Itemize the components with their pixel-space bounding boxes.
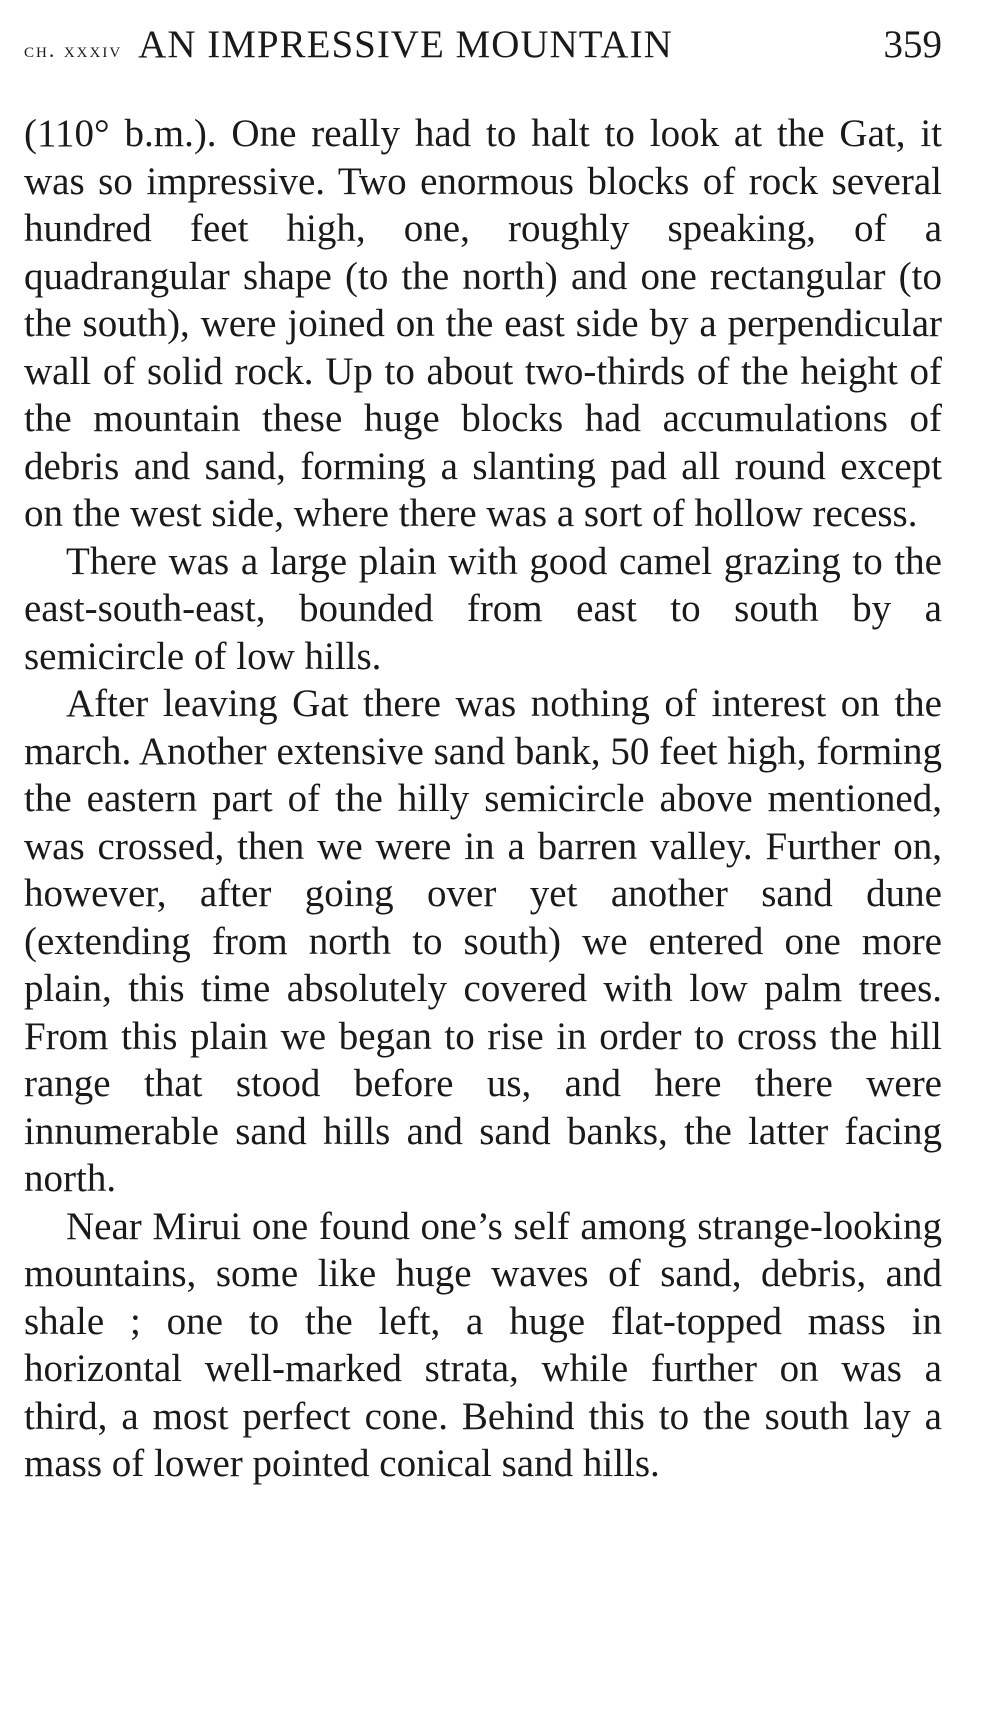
chapter-label: ch. xxxiv	[24, 37, 123, 62]
running-head	[24, 22, 942, 78]
paragraph-2: There was a large plain with good camel grazing to the east-south-east, bounded from east to south by a semicircle of low hills.	[24, 539, 942, 678]
page-number: 359	[883, 23, 942, 66]
running-title: AN IMPRESSIVE MOUNTAIN	[138, 23, 673, 66]
paragraph-4: Near Mirui one found one’s self among strange-looking mountains, some like huge waves of sand, debris, and shale ; one to the left, a huge flat-topped mass in horizontal well-marked strata, while further on was a third, a most perfect cone. Behind this to the south lay a mass of lower pointed conical sand hills.	[24, 1204, 942, 1485]
paragraph-3: After leaving Gat there was nothing of interest on the march. Another extensive sand bank, 50 feet high, forming the eastern part of the hilly semicircle above mentioned, was crossed, then we were in a barren valley. Further on, however, after going over yet another sand dune (extending from north to south) we entered one more plain, this time absolutely covered with low palm trees. From this plain we began to rise in order to cross the hill range that stood before us, and here there were innumerable sand hills and sand banks, the latter facing north.	[24, 682, 942, 1200]
body-text	[24, 110, 942, 1488]
paragraph-1: (110° b.m.). One really had to halt to look at the Gat, it was so impressive. Two enormous blocks of rock several hundred feet high, one, roughly speaking, of a quadrangular shape (to the north) and one rectangular (to the south), were joined on the east side by a perpendicular wall of solid rock. Up to about two-thirds of the height of the mountain these huge blocks had accumulations of debris and sand, forming a slanting pad all round except on the west side, where there was a sort of hollow recess.	[24, 112, 942, 535]
